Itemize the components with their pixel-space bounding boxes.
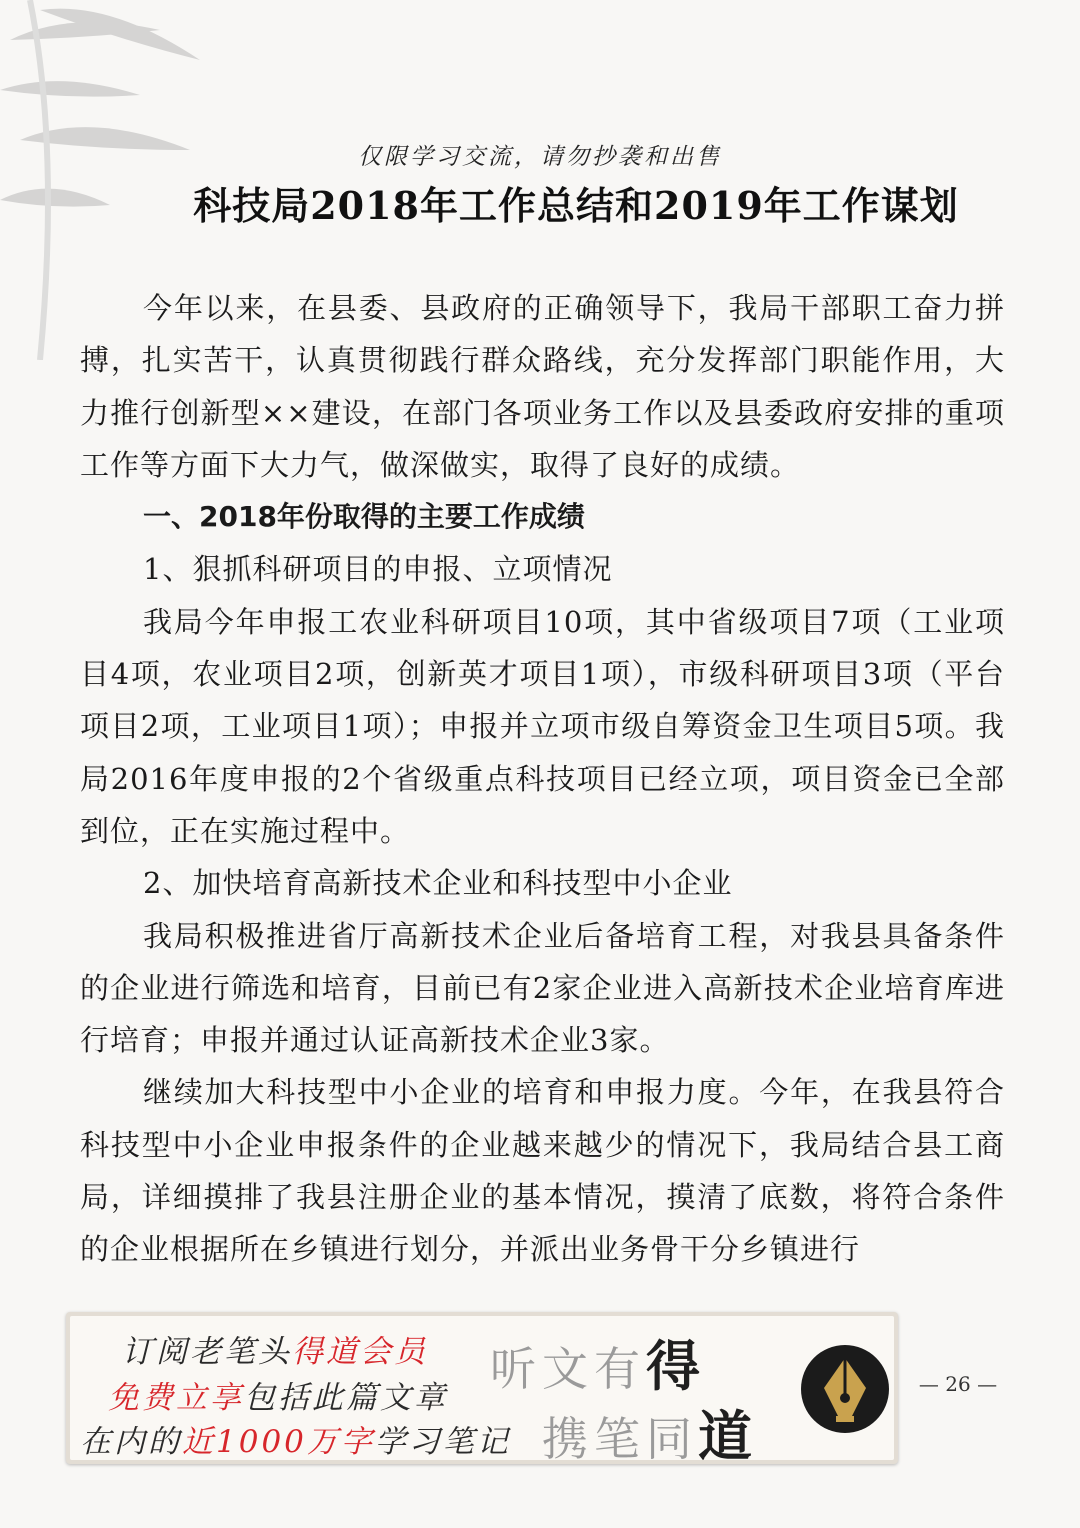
banner-line xyxy=(108,1372,448,1417)
intro-paragraph: 今年以来，在县委、县政府的正确领导下，我局干部职工奋力拼搏，扎实苦干，认真贯彻践行群众路线，充分发挥部门职能作用，大力推行创新型××建设，在部门各项业务工作以及县委政府安排的重项工作等方面下大力气，做深做实，取得了良好的成绩。 xyxy=(80,291,1005,482)
item-heading: 1、狠抓科研项目的申报、立项情况 xyxy=(143,552,613,587)
banner-line xyxy=(122,1326,428,1371)
banner-text: 学习笔记 xyxy=(374,1424,511,1460)
slogan-text: 听文有 xyxy=(490,1342,646,1396)
slogan-accent: 道 xyxy=(698,1404,758,1468)
banner-highlight: 免费立享 xyxy=(108,1380,244,1416)
banner-line xyxy=(80,1416,511,1461)
document-body xyxy=(80,282,1005,1276)
banner-slogan xyxy=(542,1394,758,1471)
item-paragraph: 我局积极推进省厅高新技术企业后备培育工程，对我县具备条件的企业进行筛选和培育，目前已有2家企业进入高新技术企业培育库进行培育；申报并通过认证高新技术企业3家。 xyxy=(80,918,1005,1058)
item-paragraph: 我局今年申报工农业科研项目10项，其中省级项目7项（工业项目4项，农业项目2项，创新英才项目1项），市级科研项目3项（平台项目2项，工业项目1项）；申报并立项市级自筹资金卫生项目5项。我局2016年度申报的2个省级重点科技项目已经立项，项目资金已全部到位，正在实施过程中。 xyxy=(80,604,1005,848)
banner-panel xyxy=(70,1316,894,1468)
slogan-text: 携笔同 xyxy=(542,1412,698,1466)
subscription-banner[interactable] xyxy=(66,1312,898,1468)
banner-highlight: 得道会员 xyxy=(292,1334,428,1370)
page-title: 科技局2018年工作总结和2019年工作谋划 xyxy=(193,183,959,228)
banner-text: 包括此篇文章 xyxy=(244,1380,448,1416)
item-heading: 2、加快培育高新技术企业和科技型中小企业 xyxy=(143,866,733,901)
item-paragraph: 继续加大科技型中小企业的培育和申报力度。今年，在我县符合科技型中小企业申报条件的企业越来越少的情况下，我局结合县工商局，详细摸排了我县注册企业的基本情况，摸清了底数，将符合条件的企业根据所在乡镇进行划分，并派出业务骨干分乡镇进行 xyxy=(80,1075,1005,1267)
usage-notice: 仅限学习交流，请勿抄袭和出售 xyxy=(358,144,722,170)
section-heading: 一、2018年份取得的主要工作成绩 xyxy=(143,500,585,534)
banner-highlight: 近1000万字 xyxy=(182,1424,375,1460)
pen-nib-icon xyxy=(800,1344,890,1434)
slogan-accent: 得 xyxy=(646,1334,706,1398)
page-number: — 26 — xyxy=(918,1372,998,1396)
banner-text: 订阅老笔头 xyxy=(122,1334,292,1370)
banner-slogan xyxy=(490,1324,706,1401)
banner-text: 在内的 xyxy=(80,1424,182,1460)
